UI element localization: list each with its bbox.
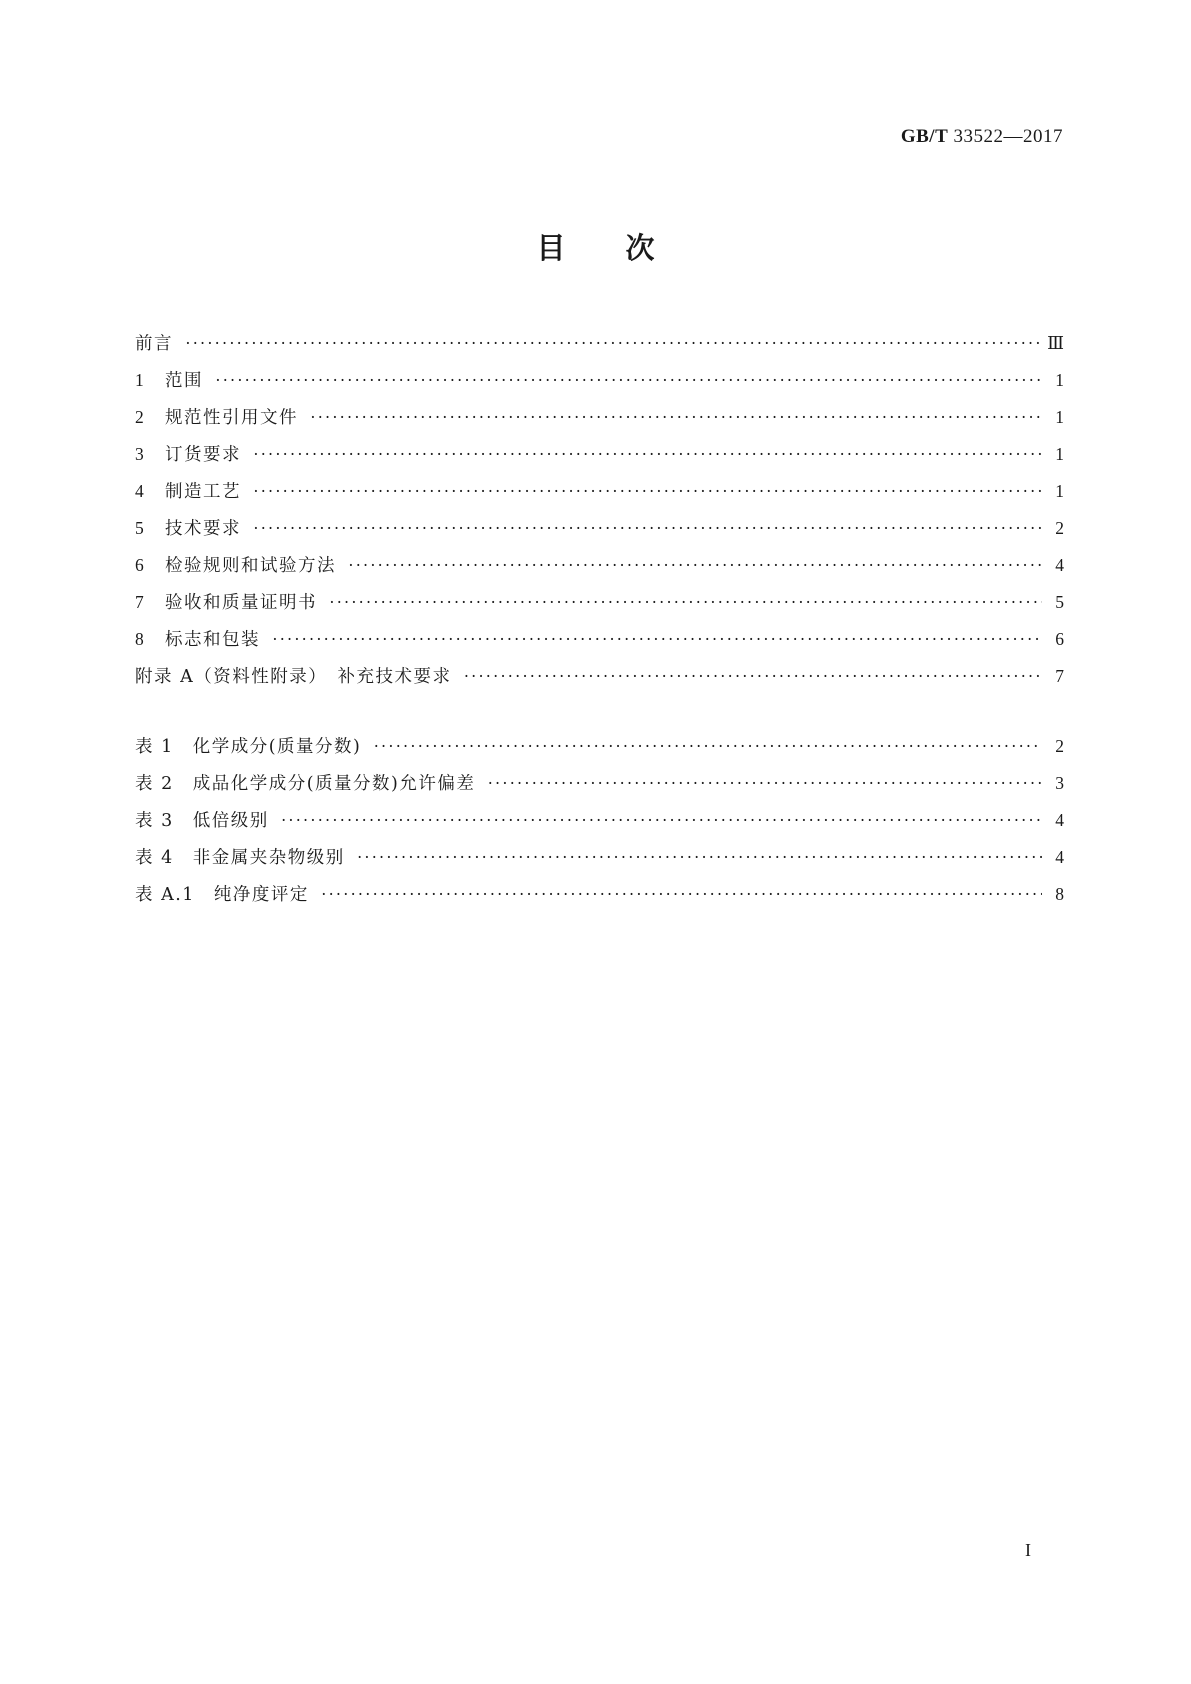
table-entry-label: 表 1 化学成分(质量分数) <box>135 737 362 757</box>
leader-dots <box>348 547 1042 584</box>
table-entry-4[interactable] <box>135 839 1064 876</box>
toc-entry-number: 7 <box>135 592 144 612</box>
toc-entry-acceptance[interactable] <box>135 584 1064 621</box>
toc-entry-number: 6 <box>135 555 144 575</box>
table-entry-a1[interactable] <box>135 876 1064 913</box>
toc-entry-page: Ⅲ <box>1047 333 1064 353</box>
table-entry-page: 4 <box>1055 810 1064 830</box>
leader-dots <box>281 802 1042 839</box>
toc-entry-label: 制造工艺 <box>165 482 241 502</box>
toc-entry-label: 前言 <box>135 334 173 354</box>
toc-entry-ordering[interactable] <box>135 436 1064 473</box>
toc-entry-manufacturing[interactable] <box>135 473 1064 510</box>
leader-dots <box>373 728 1042 765</box>
toc-entry-foreword[interactable] <box>135 325 1064 362</box>
toc-entry-number: 5 <box>135 518 144 538</box>
toc-entry-label: 附录 A（资料性附录） 补充技术要求 <box>135 667 452 687</box>
table-entry-3[interactable] <box>135 802 1064 839</box>
toc-entry-normative-references[interactable] <box>135 399 1064 436</box>
toc-entry-appendix-a[interactable] <box>135 658 1064 695</box>
standard-number: 33522—2017 <box>953 126 1063 147</box>
toc-entry-page: 4 <box>1055 555 1064 575</box>
toc-entry-label: 范围 <box>165 371 203 391</box>
toc-entry-label: 规范性引用文件 <box>165 408 298 428</box>
table-entry-1[interactable] <box>135 728 1064 765</box>
table-entry-page: 8 <box>1055 884 1064 904</box>
leader-dots <box>487 765 1042 802</box>
toc-entry-page: 5 <box>1055 592 1064 612</box>
leader-dots <box>357 839 1042 876</box>
toc-entry-label: 验收和质量证明书 <box>165 593 317 613</box>
leader-dots <box>253 510 1042 547</box>
standard-code <box>901 126 1063 148</box>
toc-list <box>135 325 1064 695</box>
leader-dots <box>272 621 1042 658</box>
toc-entry-page: 1 <box>1055 444 1064 464</box>
toc-entry-page: 1 <box>1055 481 1064 501</box>
standard-prefix: GB/T <box>900 126 949 147</box>
toc-entry-inspection-rules[interactable] <box>135 547 1064 584</box>
toc-entry-label: 标志和包装 <box>165 630 260 650</box>
toc-entry-page: 2 <box>1055 518 1064 538</box>
leader-dots <box>329 584 1042 621</box>
leader-dots <box>253 473 1042 510</box>
table-entry-page: 3 <box>1055 773 1064 793</box>
toc-entry-page: 6 <box>1055 629 1064 649</box>
leader-dots <box>185 325 1039 362</box>
table-entry-label: 表 3 低倍级别 <box>135 811 269 831</box>
toc-entry-page: 1 <box>1055 407 1064 427</box>
leader-dots <box>321 876 1042 913</box>
toc-entry-label: 订货要求 <box>165 445 241 465</box>
page-title: 目次 <box>536 231 715 265</box>
leader-dots <box>310 399 1042 436</box>
leader-dots <box>253 436 1042 473</box>
toc-entry-marking-packaging[interactable] <box>135 621 1064 658</box>
toc-entry-page: 1 <box>1055 370 1064 390</box>
table-entry-page: 4 <box>1055 847 1064 867</box>
table-entry-2[interactable] <box>135 765 1064 802</box>
toc-entry-label: 检验规则和试验方法 <box>165 556 336 576</box>
toc-entry-number: 2 <box>135 407 144 427</box>
leader-dots <box>215 362 1042 399</box>
table-entry-page: 2 <box>1055 736 1064 756</box>
table-entry-label: 表 A.1 纯净度评定 <box>135 885 309 905</box>
page-number: I <box>1025 1540 1031 1560</box>
toc-entry-number: 4 <box>135 481 144 501</box>
table-list <box>135 728 1064 913</box>
toc-entry-number: 8 <box>135 629 144 649</box>
leader-dots <box>463 658 1042 695</box>
toc-entry-technical-requirements[interactable] <box>135 510 1064 547</box>
toc-entry-number: 1 <box>135 370 144 390</box>
toc-entry-page: 7 <box>1055 666 1064 686</box>
table-entry-label: 表 4 非金属夹杂物级别 <box>135 848 345 868</box>
toc-entry-number: 3 <box>135 444 144 464</box>
toc-entry-scope[interactable] <box>135 362 1064 399</box>
toc-entry-label: 技术要求 <box>165 519 241 539</box>
table-entry-label: 表 2 成品化学成分(质量分数)允许偏差 <box>135 774 476 794</box>
